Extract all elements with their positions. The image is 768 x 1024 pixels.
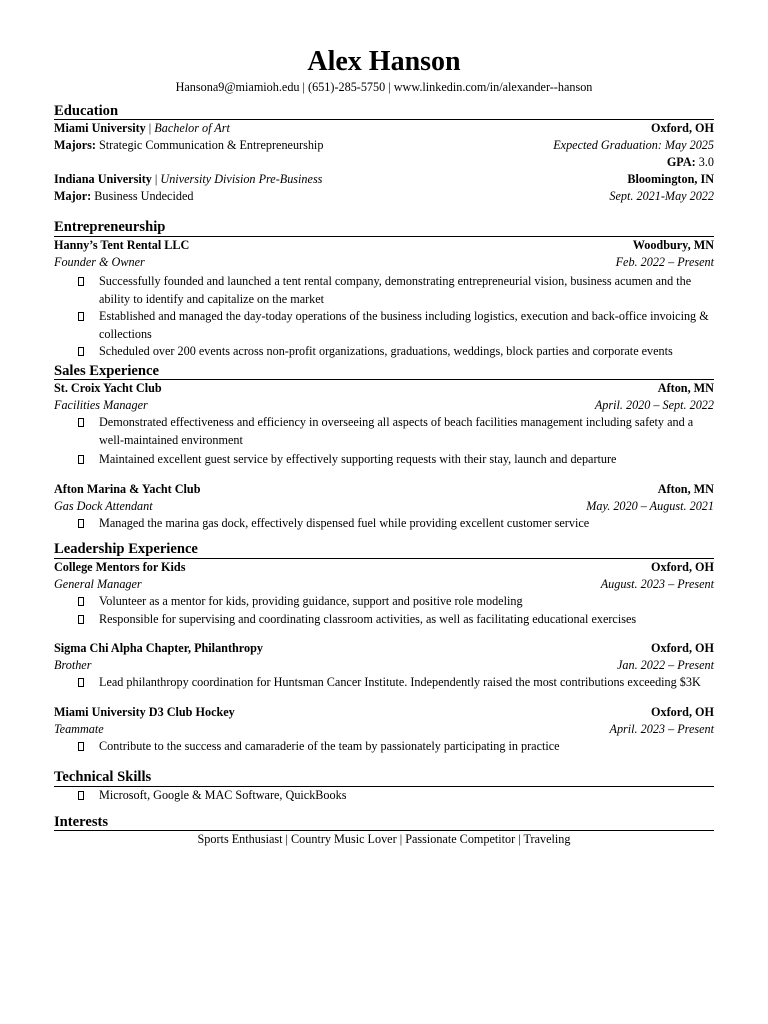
- resume-page: [54, 48, 714, 848]
- list-item: [54, 593, 714, 611]
- school-location: Oxford, OH: [651, 121, 714, 136]
- job-role-row: [54, 498, 714, 515]
- bullet-box-icon: [78, 615, 84, 624]
- bullet-text: Lead philanthropy coordination for Huntsman Cancer Institute. Independently raised the most contributions exceeding $3K: [99, 675, 701, 690]
- bullet-box-icon: [78, 455, 84, 464]
- bullet-text: Scheduled over 200 events across non-profit organizations, graduations, weddings, block parties and corporate events: [99, 344, 673, 359]
- bullet-box-icon: [78, 277, 84, 286]
- education-indiana-row: Indiana University | University Division Pre-Business Bloomington, IN: [54, 172, 714, 187]
- company-location: Afton, MN: [657, 381, 714, 396]
- bullet-box-icon: [78, 418, 84, 427]
- list-item: [54, 515, 714, 533]
- degree: Bachelor of Art: [154, 121, 230, 136]
- division: University Division Pre-Business: [160, 172, 323, 187]
- section-skills-title: Technical Skills: [54, 769, 714, 787]
- education-miami-row: Miami University | Bachelor of Art Oxford, OH: [54, 121, 714, 136]
- section-interests-title: Interests: [54, 814, 714, 832]
- company-location: Oxford, OH: [651, 560, 714, 575]
- list-item: [54, 343, 714, 361]
- education-indiana-major-row: [54, 188, 714, 205]
- bullet-list: [54, 787, 714, 805]
- list-item: [54, 273, 714, 308]
- school-name: Indiana University: [54, 172, 152, 187]
- company-location: Oxford, OH: [651, 641, 714, 656]
- job-role-row: [54, 254, 714, 271]
- job-role: Gas Dock Attendant: [54, 498, 153, 513]
- major-value: Business Undecided: [94, 189, 194, 204]
- list-item: [54, 787, 714, 805]
- contact-line: Hansona9@miamioh.edu | (651)-285-5750 | www.linkedin.com/in/alexander--hanson: [175, 80, 593, 94]
- bullet-box-icon: [78, 678, 84, 687]
- job-dates: Jan. 2022 – Present: [616, 658, 714, 673]
- section-entrepreneurship-title: Entrepreneurship: [54, 219, 714, 237]
- company-location: Oxford, OH: [651, 704, 714, 719]
- job-dates: May. 2020 – August. 2021: [586, 498, 714, 513]
- job-header-row: [54, 640, 714, 657]
- section-leadership-title: Leadership Experience: [54, 541, 714, 559]
- bullet-list: [54, 738, 714, 756]
- job-role: Facilities Manager: [54, 398, 148, 413]
- education-miami-majors-row: [54, 137, 714, 154]
- company-location: Woodbury, MN: [632, 238, 714, 253]
- major-label: Major:: [54, 189, 92, 204]
- bullet-box-icon: [78, 597, 84, 606]
- bullet-list: [54, 414, 714, 469]
- gpa-label: GPA:: [666, 155, 696, 170]
- graduation-date: Expected Graduation: May 2025: [553, 138, 714, 153]
- job-header-row: [54, 704, 714, 721]
- list-item: [54, 674, 714, 692]
- company-name: St. Croix Yacht Club: [54, 381, 162, 396]
- list-item: [54, 738, 714, 756]
- bullet-box-icon: [78, 312, 84, 321]
- company-name: Afton Marina & Yacht Club: [54, 481, 201, 496]
- job-dates: April. 2020 – Sept. 2022: [594, 398, 714, 413]
- school-dates: Sept. 2021-May 2022: [609, 189, 714, 204]
- job-role-row: [54, 397, 714, 414]
- bullet-text: Established and managed the day-today operations of the business including logistics, execution and back-office invoicing & collections: [99, 309, 709, 341]
- bullet-list: [54, 515, 714, 533]
- job-role: Teammate: [54, 721, 104, 736]
- job-header-row: [54, 380, 714, 397]
- section-education-title: Education: [54, 103, 714, 121]
- bullet-text: Microsoft, Google & MAC Software, QuickBooks: [99, 788, 347, 803]
- company-name: College Mentors for Kids: [54, 560, 186, 575]
- majors-value: Strategic Communication & Entrepreneurship: [99, 138, 324, 153]
- bullet-text: Responsible for supervising and coordinating classroom activities, as well as facilitating educational exercises: [99, 611, 637, 626]
- education-gpa-row: [54, 154, 714, 171]
- job-dates: Feb. 2022 – Present: [615, 255, 714, 270]
- bullet-list: [54, 593, 714, 628]
- job-dates: August. 2023 – Present: [600, 577, 714, 592]
- majors-label: Majors:: [54, 138, 96, 153]
- resume-name: Alex Hanson: [307, 46, 461, 77]
- list-item: [54, 451, 714, 469]
- list-item: [54, 414, 714, 449]
- company-name: Miami University D3 Club Hockey: [54, 704, 235, 719]
- company-name: Hanny’s Tent Rental LLC: [54, 238, 190, 253]
- job-role: Founder & Owner: [54, 255, 145, 270]
- bullet-text: Contribute to the success and camaraderie of the team by passionately participating in practice: [99, 738, 560, 753]
- list-item: [54, 611, 714, 629]
- job-header-row: [54, 559, 714, 576]
- job-role: General Manager: [54, 577, 142, 592]
- job-dates: April. 2023 – Present: [609, 721, 714, 736]
- school-name: Miami University: [54, 121, 146, 136]
- job-role-row: [54, 721, 714, 738]
- list-item: [54, 308, 714, 343]
- bullet-text: Demonstrated effectiveness and efficiency in overseeing all aspects of beach facilities management including safety and a well-maintained environment: [99, 415, 694, 447]
- bullet-text: Managed the marina gas dock, effectively dispensed fuel while providing excellent customer service: [99, 515, 590, 530]
- school-location: Bloomington, IN: [627, 172, 714, 187]
- bullet-box-icon: [78, 742, 84, 751]
- job-header-row: [54, 481, 714, 498]
- bullet-box-icon: [78, 347, 84, 356]
- bullet-box-icon: [78, 519, 84, 528]
- interests-text: Sports Enthusiast | Country Music Lover | Passionate Competitor | Traveling: [197, 832, 571, 847]
- job-role-row: [54, 657, 714, 674]
- bullet-list: [54, 273, 714, 361]
- company-location: Afton, MN: [657, 481, 714, 496]
- bullet-box-icon: [78, 791, 84, 800]
- job-header-row: [54, 237, 714, 254]
- job-role: Brother: [54, 658, 92, 673]
- bullet-text: Volunteer as a mentor for kids, providing guidance, support and positive role modeling: [99, 594, 523, 609]
- gpa-value: 3.0: [698, 155, 714, 170]
- bullet-list: [54, 674, 714, 692]
- section-sales-title: Sales Experience: [54, 363, 714, 381]
- company-name: Sigma Chi Alpha Chapter, Philanthropy: [54, 641, 263, 656]
- bullet-text: Maintained excellent guest service by effectively supporting requests with their stay, launch and departure: [99, 452, 617, 467]
- job-role-row: [54, 576, 714, 593]
- bullet-text: Successfully founded and launched a tent rental company, demonstrating entrepreneurial vision, business acumen and the ability to identify and capitalize on the market: [99, 274, 692, 306]
